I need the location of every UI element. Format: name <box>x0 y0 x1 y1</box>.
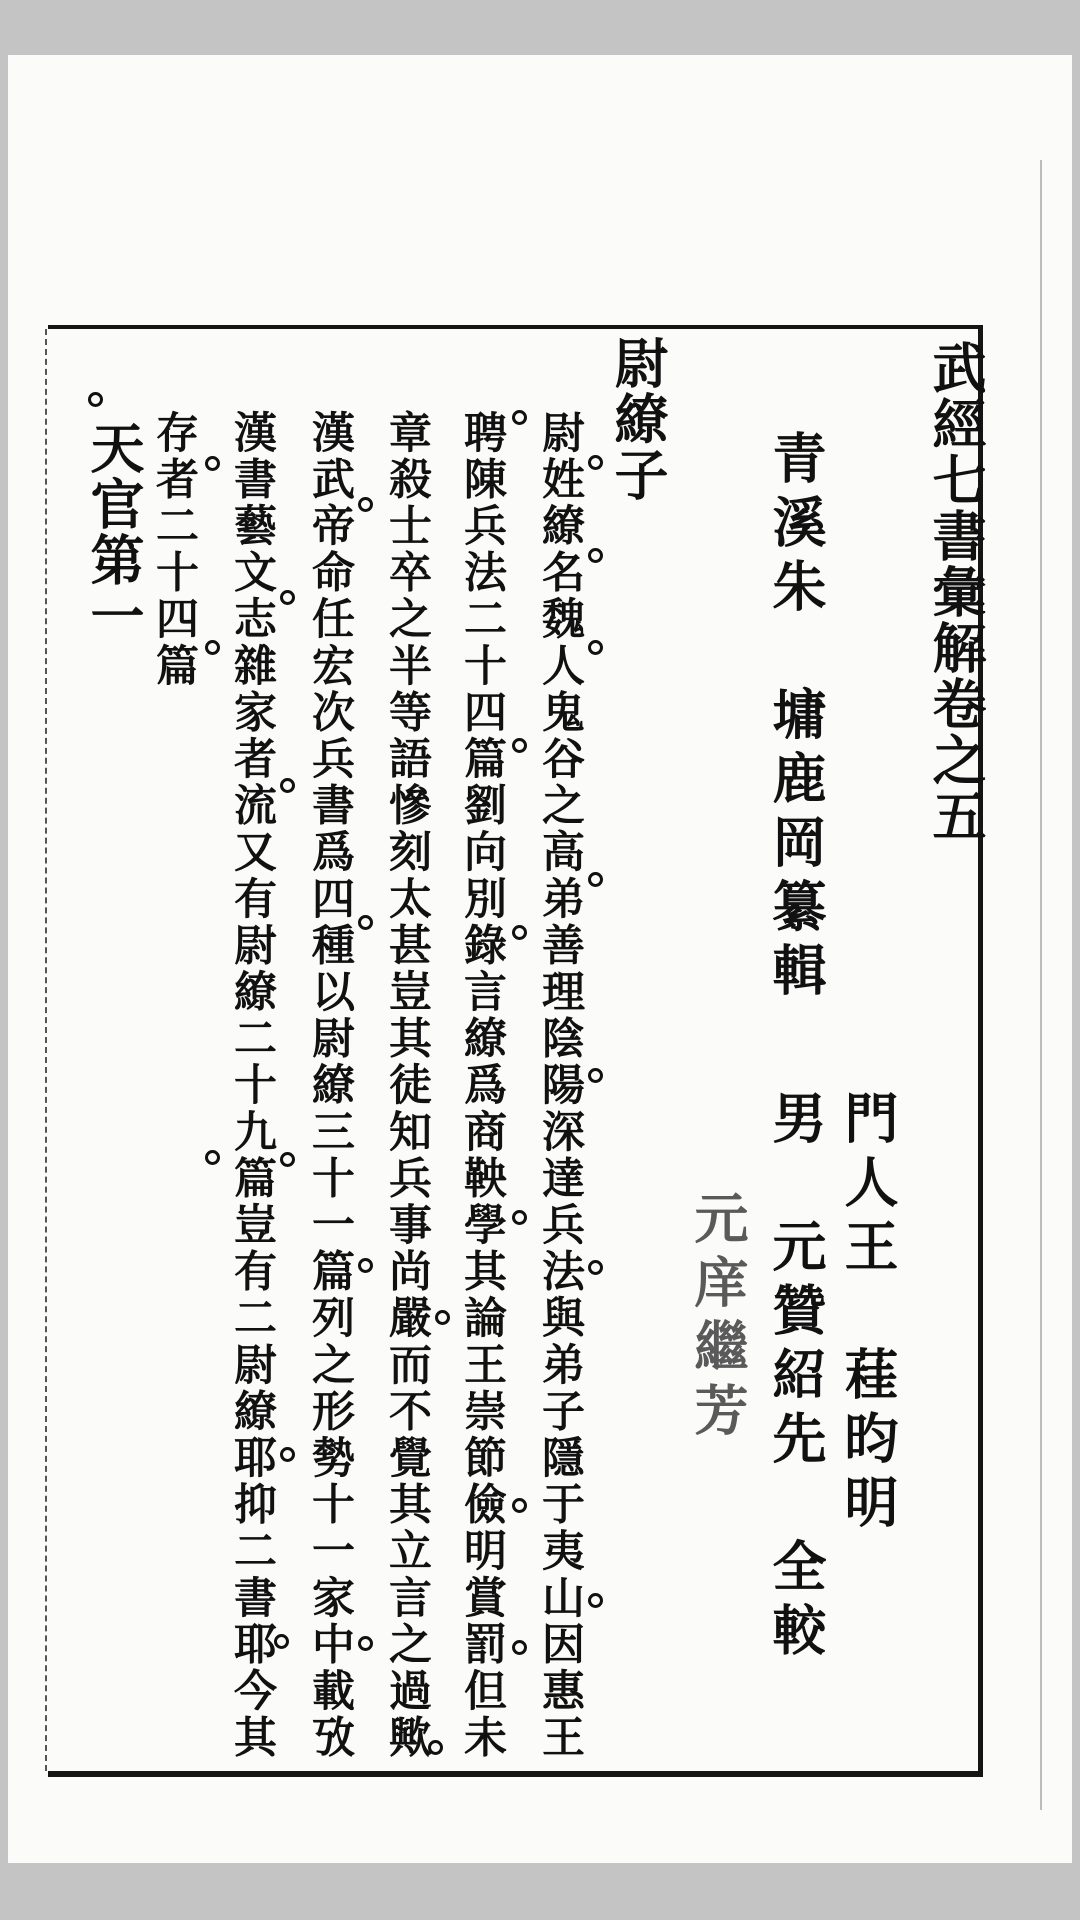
punctuation-mark <box>588 548 603 563</box>
punctuation-mark <box>358 1258 373 1273</box>
punctuation-mark <box>512 1210 527 1225</box>
commentary-line: 章殺士卒之半等語慘刻太甚豈其徒知兵事尚嚴而不覺其立言之過歟 <box>382 410 432 1762</box>
punctuation-mark <box>205 640 220 655</box>
commentary-line: 漢書藝文志雜家者流又有尉繚二十九篇豈有二尉繚耶抑二書耶今其 <box>227 410 277 1762</box>
chapter-title: 尉繚子 <box>606 335 670 503</box>
commentary-line: 漢武帝命任宏次兵書爲四種以尉繚三十一篇列之形勢十一家中載攷 <box>305 410 355 1762</box>
punctuation-mark <box>280 1152 295 1167</box>
punctuation-mark <box>274 1634 289 1649</box>
punctuation-mark <box>358 915 373 930</box>
section-circle-mark <box>88 392 103 407</box>
commentary-line: 尉姓繚名魏人鬼谷之高弟善理陰陽深達兵法與弟子隱于夷山因惠王 <box>535 410 585 1762</box>
punctuation-mark <box>205 1150 220 1165</box>
punctuation-mark <box>205 456 220 471</box>
commentary-line: 存者二十四篇 <box>149 410 199 690</box>
punctuation-mark <box>588 1593 603 1608</box>
disciple-line: 門人王 蓕昀明 <box>836 1090 900 1538</box>
son-line-2: 元庠繼芳 <box>686 1190 750 1446</box>
punctuation-mark <box>358 1636 373 1651</box>
punctuation-mark <box>512 1640 527 1655</box>
punctuation-mark <box>512 925 527 940</box>
page-edge-rule <box>1040 160 1042 1810</box>
punctuation-mark <box>588 872 603 887</box>
punctuation-mark <box>588 455 603 470</box>
punctuation-mark <box>280 778 295 793</box>
commentary-line: 聘陳兵法二十四篇劉向別錄言繚爲商鞅學其論王崇節儉明賞罰但未 <box>457 410 507 1762</box>
section-heading: 天官第一 <box>82 420 146 644</box>
punctuation-mark <box>280 590 295 605</box>
compiler-line: 青溪朱 墉鹿岡纂輯 <box>764 430 828 1006</box>
punctuation-mark <box>280 1447 295 1462</box>
punctuation-mark <box>428 1740 443 1755</box>
punctuation-mark <box>435 1310 450 1325</box>
punctuation-mark <box>512 410 527 425</box>
punctuation-mark <box>512 738 527 753</box>
punctuation-mark <box>512 1498 527 1513</box>
punctuation-mark <box>588 640 603 655</box>
volume-title: 武經七書彙解卷之五 <box>924 340 988 844</box>
punctuation-mark <box>588 1260 603 1275</box>
punctuation-mark <box>358 497 373 512</box>
punctuation-mark <box>588 1068 603 1083</box>
son-line-1: 男 元贊紹先 全較 <box>764 1090 828 1666</box>
